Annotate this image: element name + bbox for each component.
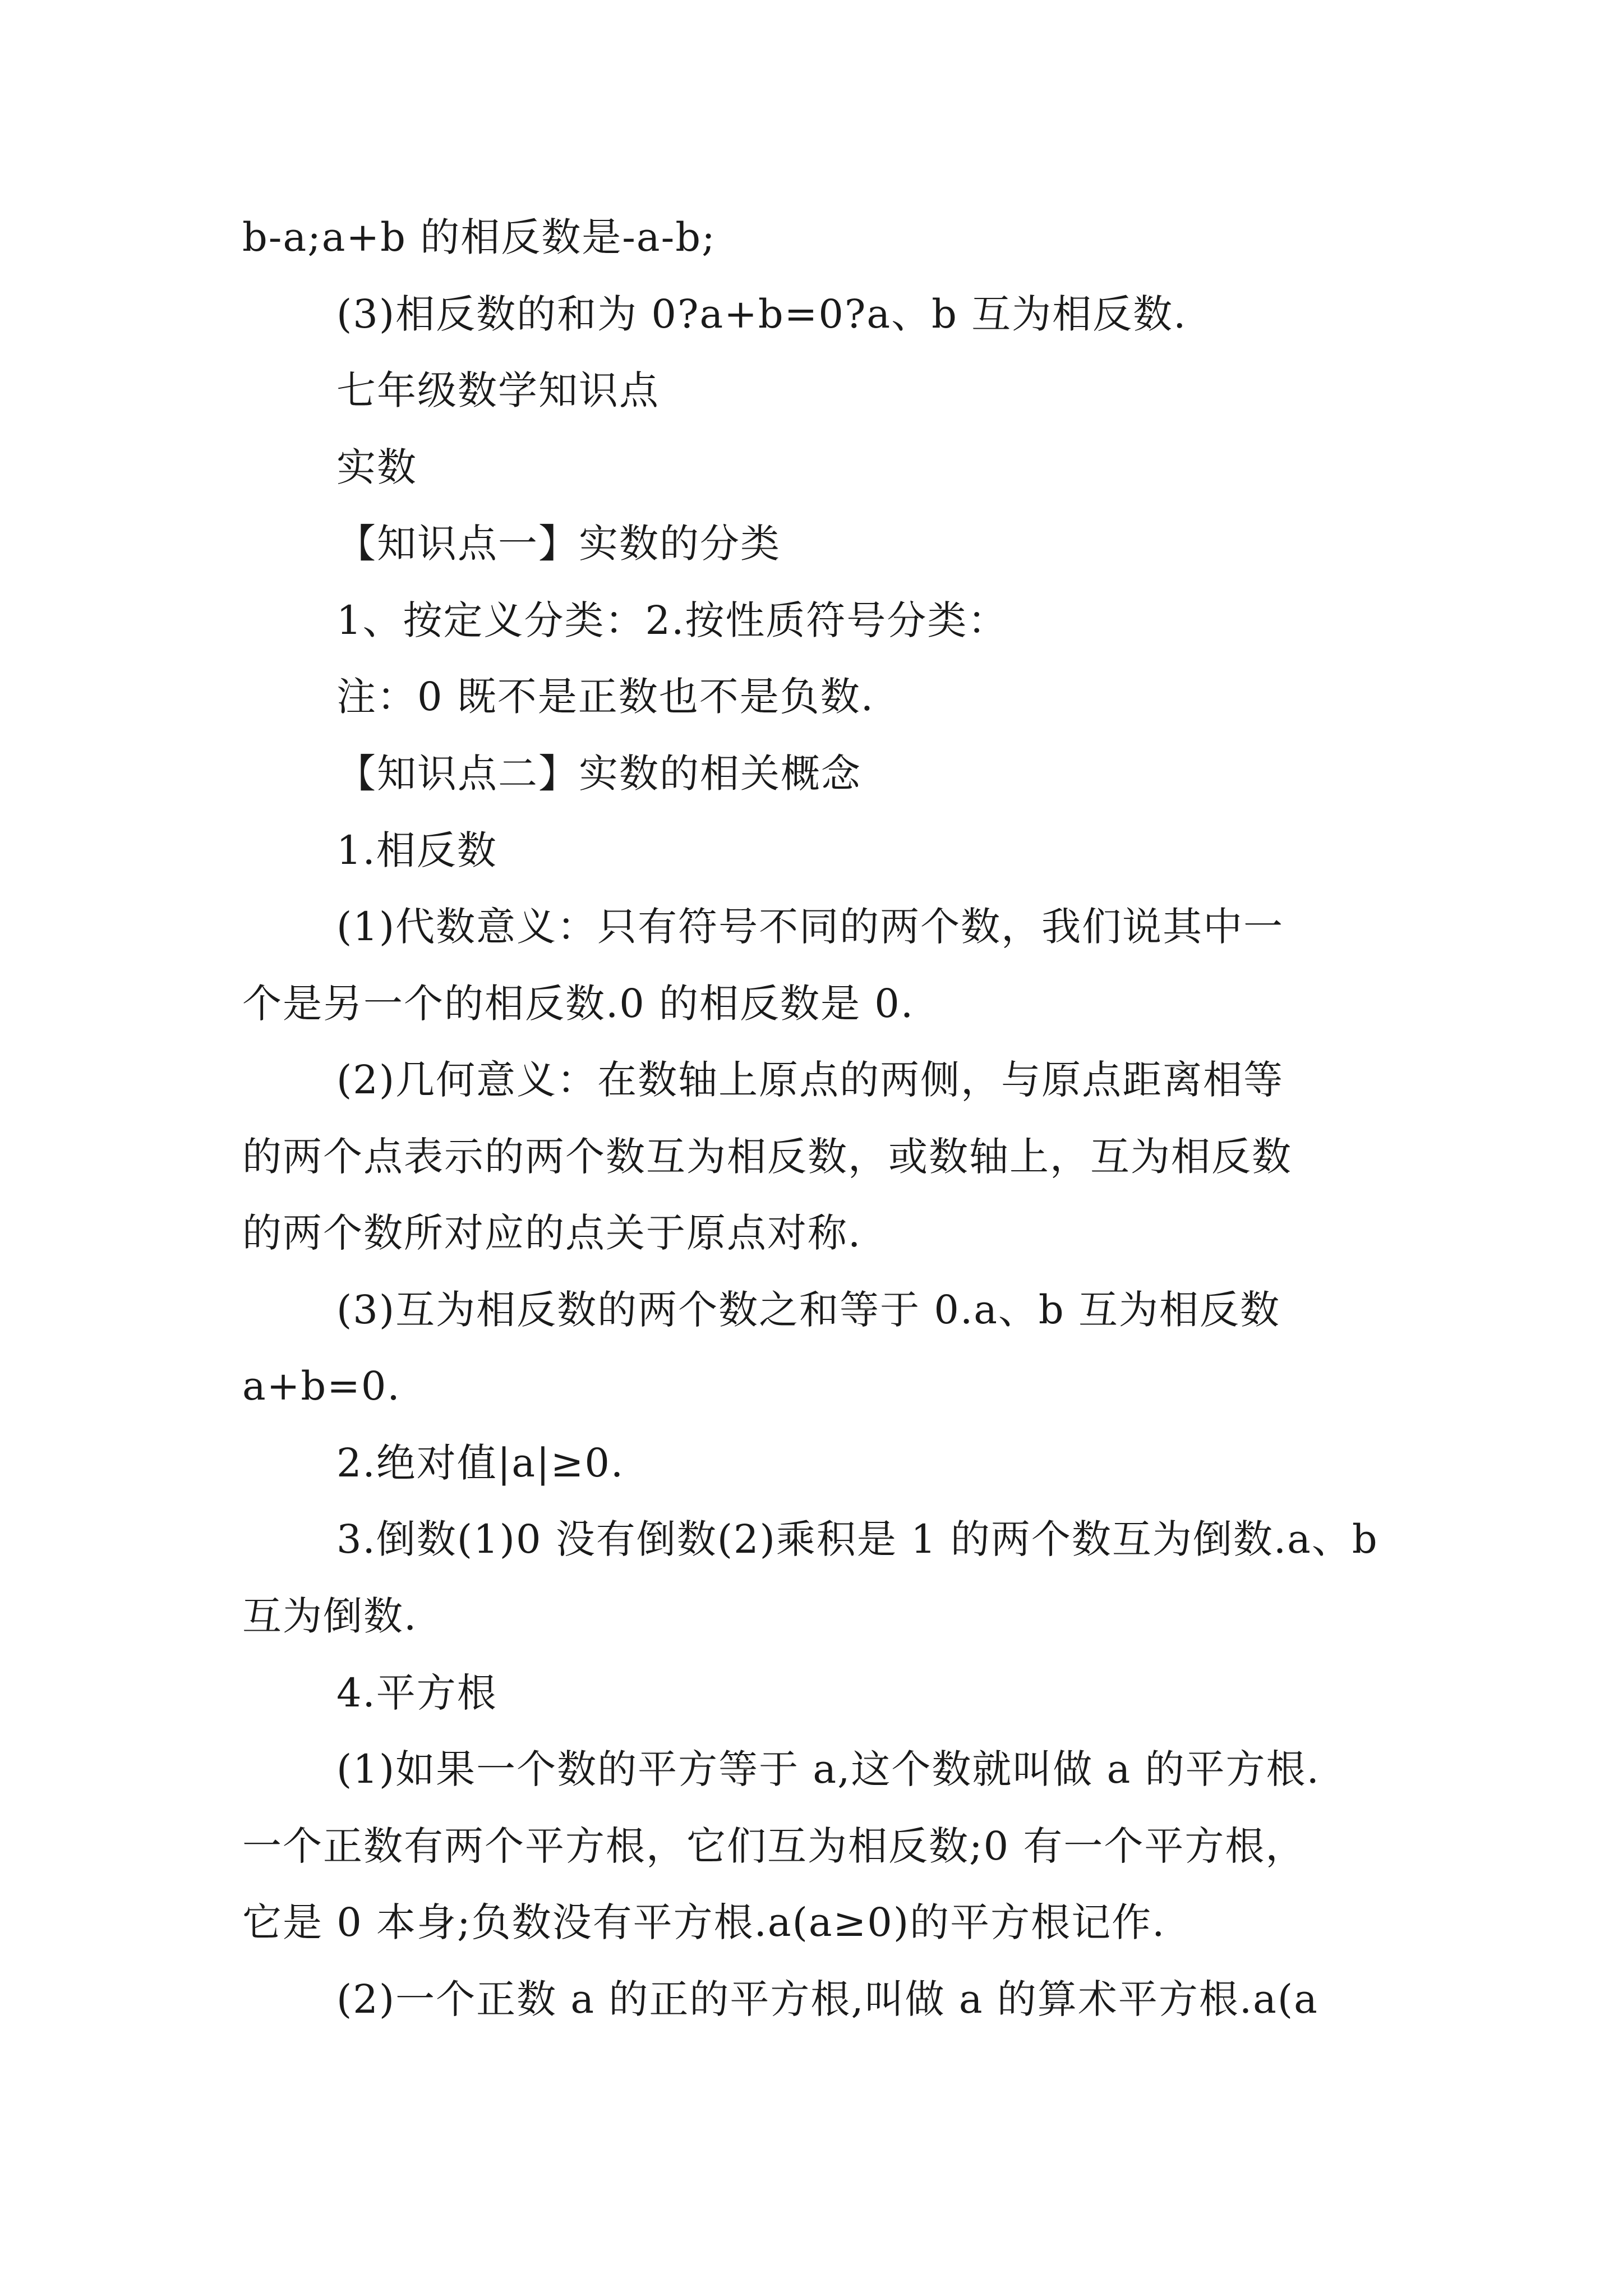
item-heading: 4.平方根: [336, 1670, 497, 1716]
text-line: 个是另一个的相反数.0 的相反数是 0.: [242, 981, 915, 1027]
item-heading: 3.倒数(1)0 没有倒数(2)乘积是 1 的两个数互为倒数.a、b: [336, 1516, 1378, 1562]
note-line: 注：0 既不是正数也不是负数.: [336, 674, 875, 720]
text-line: (2)一个正数 a 的正的平方根,叫做 a 的算术平方根.a(a: [336, 1976, 1318, 2022]
knowledge-point-heading: 【知识点二】实数的相关概念: [336, 751, 861, 797]
section-heading: 七年级数学知识点: [336, 367, 660, 413]
text-line: (3)互为相反数的两个数之和等于 0.a、b 互为相反数: [336, 1287, 1280, 1333]
text-line: b-a;a+b 的相反数是-a-b;: [242, 214, 716, 260]
text-line: (2)几何意义：在数轴上原点的两侧，与原点距离相等: [336, 1057, 1284, 1103]
text-line: 1、按定义分类：2.按性质符号分类：: [336, 597, 1008, 643]
text-line: (1)如果一个数的平方等于 a,这个数就叫做 a 的平方根.: [336, 1746, 1320, 1792]
text-line: 互为倒数.: [242, 1593, 418, 1639]
text-line: 的两个数所对应的点关于原点对称.: [242, 1210, 862, 1256]
item-heading: 1.相反数: [336, 827, 497, 873]
section-heading: 实数: [336, 444, 417, 490]
item-heading: 2.绝对值|a|≥0.: [336, 1440, 625, 1486]
text-line: (1)代数意义：只有符号不同的两个数，我们说其中一: [336, 904, 1284, 950]
text-line: 它是 0 本身;负数没有平方根.a(a≥0)的平方根记作.: [242, 1899, 1166, 1945]
text-line: 的两个点表示的两个数互为相反数，或数轴上，互为相反数: [242, 1134, 1292, 1180]
text-line: 一个正数有两个平方根，它们互为相反数;0 有一个平方根，: [242, 1823, 1306, 1869]
knowledge-point-heading: 【知识点一】实数的分类: [336, 521, 781, 567]
text-line: a+b=0.: [242, 1363, 401, 1409]
text-line: (3)相反数的和为 0?a+b=0?a、b 互为相反数.: [336, 291, 1187, 337]
